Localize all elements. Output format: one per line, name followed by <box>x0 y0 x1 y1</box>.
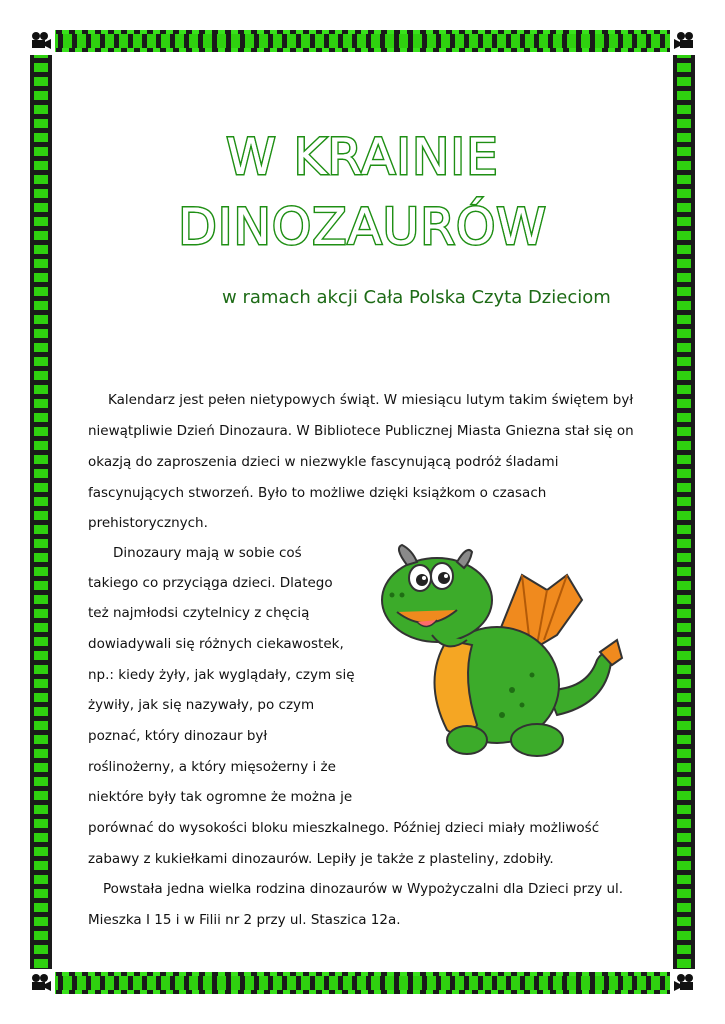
paragraph-line: fascynujących stworzeń. Było to możliwe dzięki książkom o czasach <box>88 485 547 501</box>
paragraph-line: porównać do wysokości bloku mieszkalnego. Później dzieci miały możliwość <box>88 820 600 836</box>
paragraph-line: poznać, który dinozaur był <box>88 728 268 744</box>
top-border-strip <box>30 30 695 52</box>
paragraph-line: roślinożerny, a który mięsożerny i że <box>88 759 336 775</box>
film-camera-icon <box>27 27 55 55</box>
paragraph-line: niewątpliwie Dzień Dinozaura. W Bibliotece Publicznej Miasta Gniezna stał się on <box>88 423 634 439</box>
film-camera-icon <box>670 969 698 997</box>
film-camera-icon <box>27 969 55 997</box>
paragraph-line: Mieszka I 15 i w Filii nr 2 przy ul. Staszica 12a. <box>88 912 401 928</box>
subtitle: w ramach akcji Cała Polska Czyta Dzieciom <box>222 287 611 308</box>
bottom-border-strip <box>30 972 695 994</box>
paragraph-line: dowiadywali się różnych ciekawostek, <box>88 636 344 652</box>
paragraph-line: Dinozaury mają w sobie coś <box>113 545 302 561</box>
paragraph-line: prehistorycznych. <box>88 515 208 531</box>
film-camera-icon <box>670 27 698 55</box>
page-title-line-1: W KRAINIE <box>226 128 499 186</box>
paragraph-line: Kalendarz jest pełen nietypowych świąt. W miesiącu lutym takim świętem był <box>108 392 634 408</box>
green-dragon-illustration <box>372 540 642 765</box>
paragraph-line: okazją do zaproszenia dzieci w niezwykle fascynującą podróż śladami <box>88 454 559 470</box>
paragraph-line: też najmłodsi czytelnicy z chęcią <box>88 605 310 621</box>
paragraph-line: niektóre były tak ogromne że można je <box>88 789 353 805</box>
paragraph-line: zabawy z kukiełkami dinozaurów. Lepiły je także z plasteliny, zdobiły. <box>88 851 554 867</box>
paragraph-line: żywiły, jak się nazywały, po czym <box>88 697 315 713</box>
page-title-line-2: DINOZAURÓW <box>178 198 547 256</box>
paragraph-line: np.: kiedy żyły, jak wyglądały, czym się <box>88 667 355 683</box>
paragraph-line: Powstała jedna wielka rodzina dinozaurów w Wypożyczalni dla Dzieci przy ul. <box>103 881 624 897</box>
paragraph-line: takiego co przyciąga dzieci. Dlatego <box>88 575 333 591</box>
